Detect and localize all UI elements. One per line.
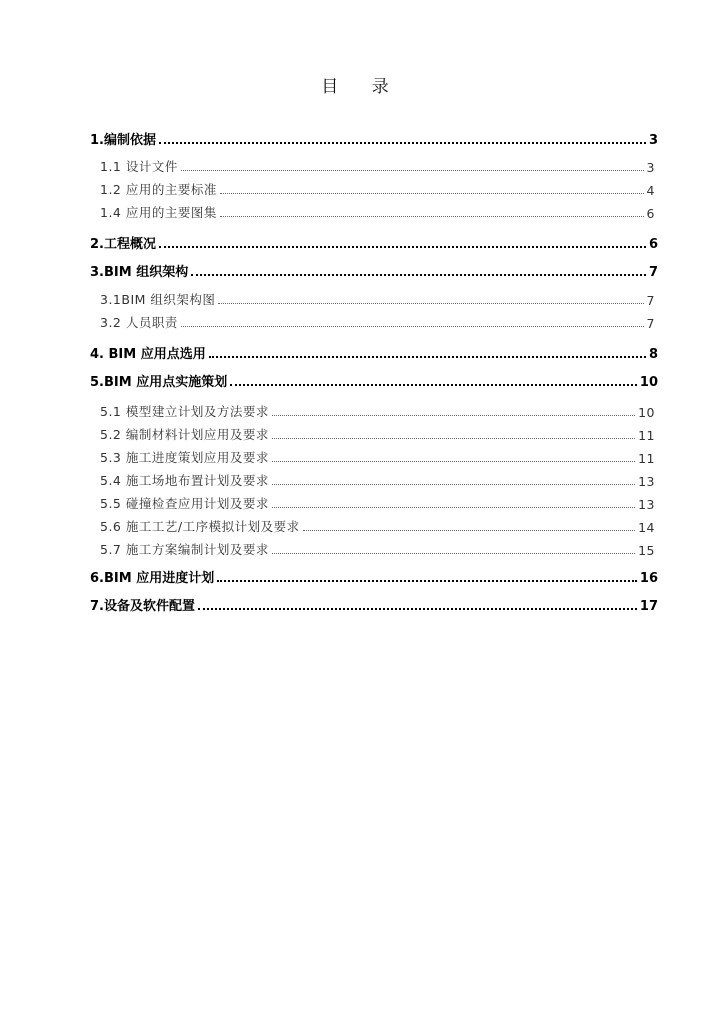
dot-leader bbox=[217, 580, 637, 582]
toc-entry-label: 5.2 编制材料计划应用及要求 bbox=[100, 427, 269, 442]
toc-entry-5-6[interactable] bbox=[100, 515, 655, 535]
toc-entry-label: 1.1 设计文件 bbox=[100, 159, 178, 174]
dot-leader bbox=[272, 553, 635, 554]
toc-entry-page: 13 bbox=[638, 497, 655, 512]
toc-entry-page: 10 bbox=[639, 375, 658, 390]
toc-entry-page: 15 bbox=[638, 543, 655, 558]
dot-leader bbox=[159, 246, 646, 248]
toc-entry-5-7[interactable] bbox=[100, 538, 655, 558]
dot-leader bbox=[230, 384, 637, 386]
dot-leader bbox=[209, 356, 646, 358]
toc-entry-2[interactable] bbox=[90, 232, 658, 252]
toc-entry-label: 5.BIM 应用点实施策划 bbox=[90, 375, 228, 390]
toc-entry-page: 14 bbox=[638, 520, 655, 535]
dot-leader bbox=[181, 326, 644, 327]
dot-leader bbox=[272, 415, 635, 416]
dot-leader bbox=[272, 461, 635, 462]
toc-entry-5-5[interactable] bbox=[100, 492, 655, 512]
dot-leader bbox=[191, 274, 646, 276]
toc-entry-label: 2.工程概况 bbox=[90, 237, 156, 252]
dot-leader bbox=[303, 530, 636, 531]
toc-entry-page: 4 bbox=[646, 183, 655, 198]
toc-entry-label: 5.1 模型建立计划及方法要求 bbox=[100, 404, 269, 419]
toc-title: 目 录 bbox=[321, 77, 403, 97]
toc-entry-label: 1.2 应用的主要标准 bbox=[100, 182, 217, 197]
toc-entry-label: 7.设备及软件配置 bbox=[90, 599, 195, 614]
toc-entry-label: 3.1BIM 组织架构图 bbox=[100, 292, 216, 307]
toc-entry-3[interactable] bbox=[90, 260, 658, 280]
toc-entry-page: 10 bbox=[638, 405, 655, 420]
toc-entry-page: 6 bbox=[646, 206, 655, 221]
toc-entry-3-1[interactable] bbox=[100, 288, 655, 308]
toc-entry-1-1[interactable] bbox=[100, 155, 655, 175]
toc-entry-page: 11 bbox=[638, 451, 655, 466]
toc-entry-label: 1.4 应用的主要图集 bbox=[100, 205, 217, 220]
toc-entry-3-2[interactable] bbox=[100, 311, 655, 331]
toc-entry-5-3[interactable] bbox=[100, 446, 655, 466]
toc-entry-4[interactable] bbox=[90, 342, 658, 362]
dot-leader bbox=[272, 484, 635, 485]
toc-entry-5[interactable] bbox=[90, 370, 658, 390]
toc-entry-page: 6 bbox=[648, 237, 658, 252]
toc-entry-page: 3 bbox=[648, 133, 658, 148]
dot-leader bbox=[159, 142, 646, 144]
toc-entry-label: 3.BIM 组织架构 bbox=[90, 265, 189, 280]
toc-entry-page: 17 bbox=[639, 599, 658, 614]
dot-leader bbox=[198, 608, 637, 610]
toc-entry-1-4[interactable] bbox=[100, 201, 655, 221]
toc-entry-page: 7 bbox=[646, 293, 655, 308]
dot-leader bbox=[272, 438, 635, 439]
dot-leader bbox=[181, 170, 644, 171]
toc-entry-label: 5.5 碰撞检查应用计划及要求 bbox=[100, 496, 269, 511]
toc-entry-page: 16 bbox=[639, 571, 658, 586]
toc-entry-label: 6.BIM 应用进度计划 bbox=[90, 571, 215, 586]
toc-entry-5-1[interactable] bbox=[100, 400, 655, 420]
toc-entry-page: 7 bbox=[646, 316, 655, 331]
dot-leader bbox=[220, 193, 644, 194]
dot-leader bbox=[220, 216, 644, 217]
toc-entry-label: 3.2 人员职责 bbox=[100, 315, 178, 330]
dot-leader bbox=[218, 303, 643, 304]
toc-entry-label: 5.7 施工方案编制计划及要求 bbox=[100, 542, 269, 557]
toc-entry-page: 13 bbox=[638, 474, 655, 489]
toc-entry-7[interactable] bbox=[90, 594, 658, 614]
toc-entry-1[interactable] bbox=[90, 128, 658, 148]
toc-entry-label: 1.编制依据 bbox=[90, 133, 156, 148]
toc-entry-label: 5.4 施工场地布置计划及要求 bbox=[100, 473, 269, 488]
toc-entry-label: 5.6 施工工艺/工序模拟计划及要求 bbox=[100, 519, 300, 534]
toc-entry-page: 7 bbox=[648, 265, 658, 280]
toc-entry-1-2[interactable] bbox=[100, 178, 655, 198]
toc-entry-6[interactable] bbox=[90, 566, 658, 586]
toc-entry-page: 11 bbox=[638, 428, 655, 443]
toc-entry-page: 8 bbox=[648, 347, 658, 362]
toc-entry-page: 3 bbox=[646, 160, 655, 175]
toc-entry-label: 4. BIM 应用点选用 bbox=[90, 347, 206, 362]
toc-entry-label: 5.3 施工进度策划应用及要求 bbox=[100, 450, 269, 465]
toc-entry-5-4[interactable] bbox=[100, 469, 655, 489]
toc-entry-5-2[interactable] bbox=[100, 423, 655, 443]
dot-leader bbox=[272, 507, 635, 508]
